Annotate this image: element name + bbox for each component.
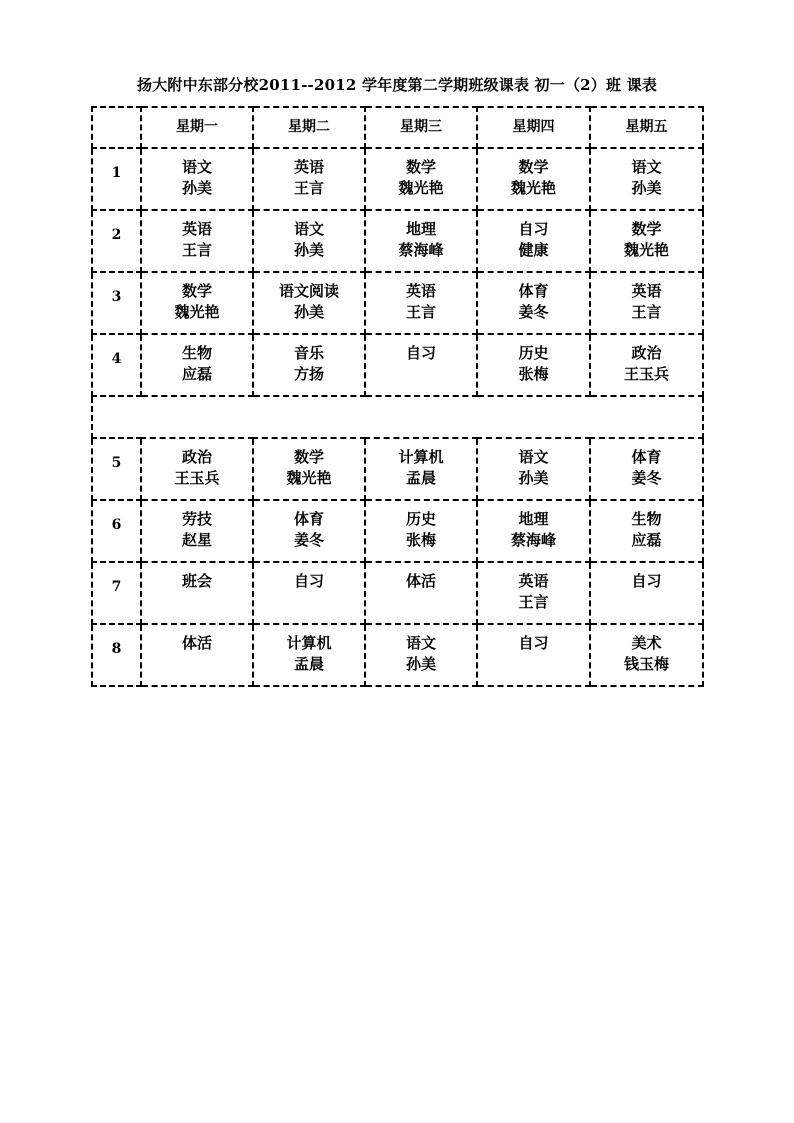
subject: 政治 (181, 448, 212, 466)
subject: 体育 (518, 282, 549, 300)
subject: 数学 (181, 282, 212, 300)
lunch-break-row (92, 396, 703, 438)
class-cell (253, 562, 365, 624)
class-cell (141, 562, 253, 624)
teacher: 王言 (518, 593, 549, 611)
teacher (366, 592, 476, 613)
subject: 语文 (518, 448, 549, 466)
class-cell (365, 438, 477, 500)
class-cell (477, 500, 590, 562)
class-cell (141, 334, 253, 396)
subject: 自习 (518, 220, 549, 238)
class-cell (590, 210, 703, 272)
class-cell (365, 334, 477, 396)
corner-cell (92, 107, 141, 148)
class-cell (477, 562, 590, 624)
class-cell (365, 500, 477, 562)
timetable (91, 106, 704, 687)
period-row (92, 210, 703, 272)
class-cell (590, 562, 703, 624)
class-cell (365, 562, 477, 624)
period-number: 6 (92, 500, 141, 562)
class-cell (141, 148, 253, 210)
teacher: 孙美 (405, 655, 436, 673)
subject: 地理 (518, 510, 549, 528)
subject: 语文 (631, 158, 662, 176)
teacher (478, 654, 589, 675)
period-row (92, 562, 703, 624)
teacher: 魏光艳 (623, 241, 669, 259)
class-cell (253, 148, 365, 210)
subject: 英语 (518, 572, 549, 590)
teacher: 王玉兵 (623, 365, 669, 383)
class-cell (477, 438, 590, 500)
teacher (142, 592, 252, 613)
subject: 计算机 (398, 448, 444, 466)
teacher: 孟晨 (293, 655, 324, 673)
class-cell (141, 438, 253, 500)
class-cell (477, 148, 590, 210)
teacher: 应磊 (631, 531, 662, 549)
subject: 计算机 (286, 634, 332, 652)
class-cell (365, 272, 477, 334)
day-header: 星期四 (477, 107, 590, 148)
period-row (92, 334, 703, 396)
teacher (366, 364, 476, 385)
teacher: 方扬 (293, 365, 324, 383)
subject: 体育 (293, 510, 324, 528)
subject: 历史 (405, 510, 436, 528)
header-row (92, 107, 703, 148)
teacher: 魏光艳 (174, 303, 220, 321)
teacher: 张梅 (405, 531, 436, 549)
teacher: 姜冬 (518, 303, 549, 321)
teacher: 姜冬 (631, 469, 662, 487)
subject: 数学 (631, 220, 662, 238)
class-cell (590, 272, 703, 334)
lunch-break-cell (92, 396, 703, 438)
period-row (92, 624, 703, 686)
subject: 地理 (405, 220, 436, 238)
teacher: 魏光艳 (398, 179, 444, 197)
subject: 语文 (405, 634, 436, 652)
teacher: 孙美 (293, 303, 324, 321)
teacher: 蔡海峰 (510, 531, 556, 549)
teacher: 健康 (518, 241, 549, 259)
period-number: 2 (92, 210, 141, 272)
teacher: 王言 (405, 303, 436, 321)
subject: 体活 (405, 572, 436, 590)
subject: 语文 (181, 158, 212, 176)
subject: 生物 (631, 510, 662, 528)
subject: 政治 (631, 344, 662, 362)
teacher: 孙美 (518, 469, 549, 487)
class-cell (253, 500, 365, 562)
teacher: 姜冬 (293, 531, 324, 549)
class-cell (253, 272, 365, 334)
subject: 数学 (405, 158, 436, 176)
subject: 体活 (181, 634, 212, 652)
teacher: 孙美 (181, 179, 212, 197)
class-cell (253, 624, 365, 686)
period-row (92, 272, 703, 334)
period-number: 4 (92, 334, 141, 396)
page-title: 扬大附中东部分校2011--2012 学年度第二学期班级课表 初一（2）班 课表 (136, 76, 658, 94)
subject: 班会 (181, 572, 212, 590)
subject: 语文 (293, 220, 324, 238)
subject: 数学 (293, 448, 324, 466)
class-cell (365, 148, 477, 210)
teacher: 魏光艳 (286, 469, 332, 487)
class-cell (590, 438, 703, 500)
class-cell (477, 624, 590, 686)
day-header: 星期五 (590, 107, 703, 148)
class-cell (477, 272, 590, 334)
period-number: 7 (92, 562, 141, 624)
teacher (142, 654, 252, 675)
teacher: 蔡海峰 (398, 241, 444, 259)
period-number: 8 (92, 624, 141, 686)
period-number: 3 (92, 272, 141, 334)
period-row (92, 148, 703, 210)
teacher: 王言 (631, 303, 662, 321)
class-cell (141, 500, 253, 562)
subject: 英语 (293, 158, 324, 176)
period-row (92, 500, 703, 562)
teacher: 王言 (181, 241, 212, 259)
teacher: 孙美 (293, 241, 324, 259)
subject: 英语 (405, 282, 436, 300)
teacher (591, 592, 702, 613)
teacher: 王玉兵 (174, 469, 220, 487)
subject: 数学 (518, 158, 549, 176)
teacher: 孙美 (631, 179, 662, 197)
day-header: 星期一 (141, 107, 253, 148)
subject: 自习 (293, 572, 324, 590)
subject: 音乐 (293, 344, 324, 362)
class-cell (590, 624, 703, 686)
teacher (254, 592, 364, 613)
teacher: 魏光艳 (510, 179, 556, 197)
teacher: 张梅 (518, 365, 549, 383)
class-cell (590, 148, 703, 210)
class-cell (365, 210, 477, 272)
day-header: 星期二 (253, 107, 365, 148)
class-cell (590, 334, 703, 396)
teacher: 孟晨 (405, 469, 436, 487)
class-cell (477, 210, 590, 272)
subject: 语文阅读 (278, 282, 339, 300)
class-cell (253, 438, 365, 500)
teacher: 赵星 (181, 531, 212, 549)
period-row (92, 438, 703, 500)
subject: 英语 (631, 282, 662, 300)
subject: 生物 (181, 344, 212, 362)
class-cell (141, 210, 253, 272)
teacher: 应磊 (181, 365, 212, 383)
class-cell (590, 500, 703, 562)
class-cell (253, 210, 365, 272)
period-number: 1 (92, 148, 141, 210)
class-cell (253, 334, 365, 396)
subject: 美术 (631, 634, 662, 652)
subject: 自习 (405, 344, 436, 362)
subject: 英语 (181, 220, 212, 238)
teacher: 钱玉梅 (623, 655, 669, 673)
subject: 自习 (518, 634, 549, 652)
class-cell (141, 624, 253, 686)
subject: 劳技 (181, 510, 212, 528)
subject: 自习 (631, 572, 662, 590)
class-cell (141, 272, 253, 334)
day-header: 星期三 (365, 107, 477, 148)
teacher: 王言 (293, 179, 324, 197)
subject: 体育 (631, 448, 662, 466)
class-cell (477, 334, 590, 396)
period-number: 5 (92, 438, 141, 500)
subject: 历史 (518, 344, 549, 362)
class-cell (365, 624, 477, 686)
